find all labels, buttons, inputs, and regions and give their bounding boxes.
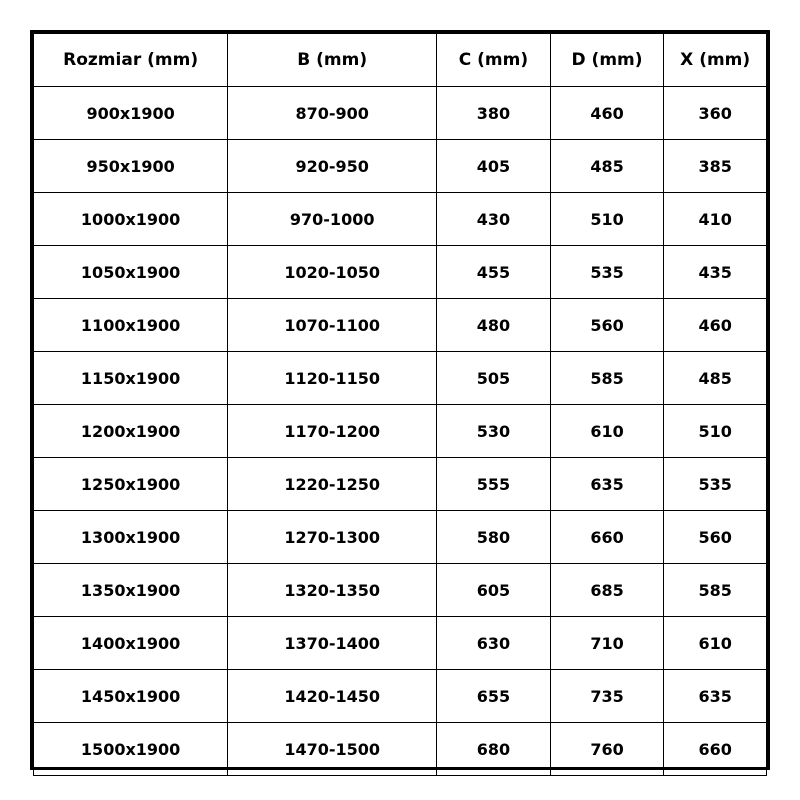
cell-size: 1400x1900 — [34, 617, 228, 670]
column-header-b: B (mm) — [228, 34, 437, 87]
cell-b: 1320-1350 — [228, 564, 437, 617]
column-header-rozmiar: Rozmiar (mm) — [34, 34, 228, 87]
cell-b: 870-900 — [228, 87, 437, 140]
cell-x: 510 — [664, 405, 767, 458]
cell-d: 585 — [550, 352, 664, 405]
table-row — [34, 140, 767, 193]
cell-x: 410 — [664, 193, 767, 246]
cell-size: 1150x1900 — [34, 352, 228, 405]
table-row — [34, 723, 767, 776]
cell-c: 530 — [437, 405, 551, 458]
table-row — [34, 617, 767, 670]
cell-b: 970-1000 — [228, 193, 437, 246]
cell-b: 1070-1100 — [228, 299, 437, 352]
cell-c: 680 — [437, 723, 551, 776]
cell-c: 505 — [437, 352, 551, 405]
cell-c: 580 — [437, 511, 551, 564]
cell-b: 1120-1150 — [228, 352, 437, 405]
cell-c: 405 — [437, 140, 551, 193]
cell-d: 560 — [550, 299, 664, 352]
table-row — [34, 511, 767, 564]
table-row — [34, 405, 767, 458]
column-header-c: C (mm) — [437, 34, 551, 87]
column-header-d: D (mm) — [550, 34, 664, 87]
table-row — [34, 352, 767, 405]
spec-table-container — [30, 30, 770, 770]
cell-size: 1050x1900 — [34, 246, 228, 299]
cell-x: 560 — [664, 511, 767, 564]
cell-c: 430 — [437, 193, 551, 246]
cell-c: 605 — [437, 564, 551, 617]
cell-d: 485 — [550, 140, 664, 193]
cell-b: 1420-1450 — [228, 670, 437, 723]
table-row — [34, 246, 767, 299]
cell-d: 460 — [550, 87, 664, 140]
cell-d: 510 — [550, 193, 664, 246]
cell-b: 1470-1500 — [228, 723, 437, 776]
cell-b: 1170-1200 — [228, 405, 437, 458]
cell-d: 635 — [550, 458, 664, 511]
cell-x: 635 — [664, 670, 767, 723]
cell-b: 1370-1400 — [228, 617, 437, 670]
table-row — [34, 670, 767, 723]
cell-x: 360 — [664, 87, 767, 140]
cell-c: 655 — [437, 670, 551, 723]
cell-size: 1100x1900 — [34, 299, 228, 352]
cell-size: 1250x1900 — [34, 458, 228, 511]
cell-b: 1270-1300 — [228, 511, 437, 564]
cell-d: 660 — [550, 511, 664, 564]
cell-x: 610 — [664, 617, 767, 670]
table-row — [34, 458, 767, 511]
cell-x: 435 — [664, 246, 767, 299]
cell-c: 480 — [437, 299, 551, 352]
cell-x: 535 — [664, 458, 767, 511]
cell-size: 900x1900 — [34, 87, 228, 140]
table-row — [34, 299, 767, 352]
cell-x: 485 — [664, 352, 767, 405]
cell-size: 1300x1900 — [34, 511, 228, 564]
cell-b: 1020-1050 — [228, 246, 437, 299]
cell-c: 630 — [437, 617, 551, 670]
cell-d: 710 — [550, 617, 664, 670]
cell-size: 1000x1900 — [34, 193, 228, 246]
cell-size: 1450x1900 — [34, 670, 228, 723]
cell-c: 380 — [437, 87, 551, 140]
cell-d: 610 — [550, 405, 664, 458]
table-header-row — [34, 34, 767, 87]
cell-x: 460 — [664, 299, 767, 352]
cell-x: 660 — [664, 723, 767, 776]
table-row — [34, 564, 767, 617]
cell-b: 1220-1250 — [228, 458, 437, 511]
cell-size: 1500x1900 — [34, 723, 228, 776]
cell-d: 735 — [550, 670, 664, 723]
cell-b: 920-950 — [228, 140, 437, 193]
cell-c: 455 — [437, 246, 551, 299]
table-header — [34, 34, 767, 87]
cell-size: 950x1900 — [34, 140, 228, 193]
cell-size: 1200x1900 — [34, 405, 228, 458]
table-row — [34, 193, 767, 246]
column-header-x: X (mm) — [664, 34, 767, 87]
cell-c: 555 — [437, 458, 551, 511]
cell-d: 535 — [550, 246, 664, 299]
cell-d: 685 — [550, 564, 664, 617]
cell-x: 385 — [664, 140, 767, 193]
table-row — [34, 87, 767, 140]
cell-d: 760 — [550, 723, 664, 776]
spec-table — [33, 33, 767, 776]
cell-size: 1350x1900 — [34, 564, 228, 617]
table-body — [34, 87, 767, 776]
cell-x: 585 — [664, 564, 767, 617]
